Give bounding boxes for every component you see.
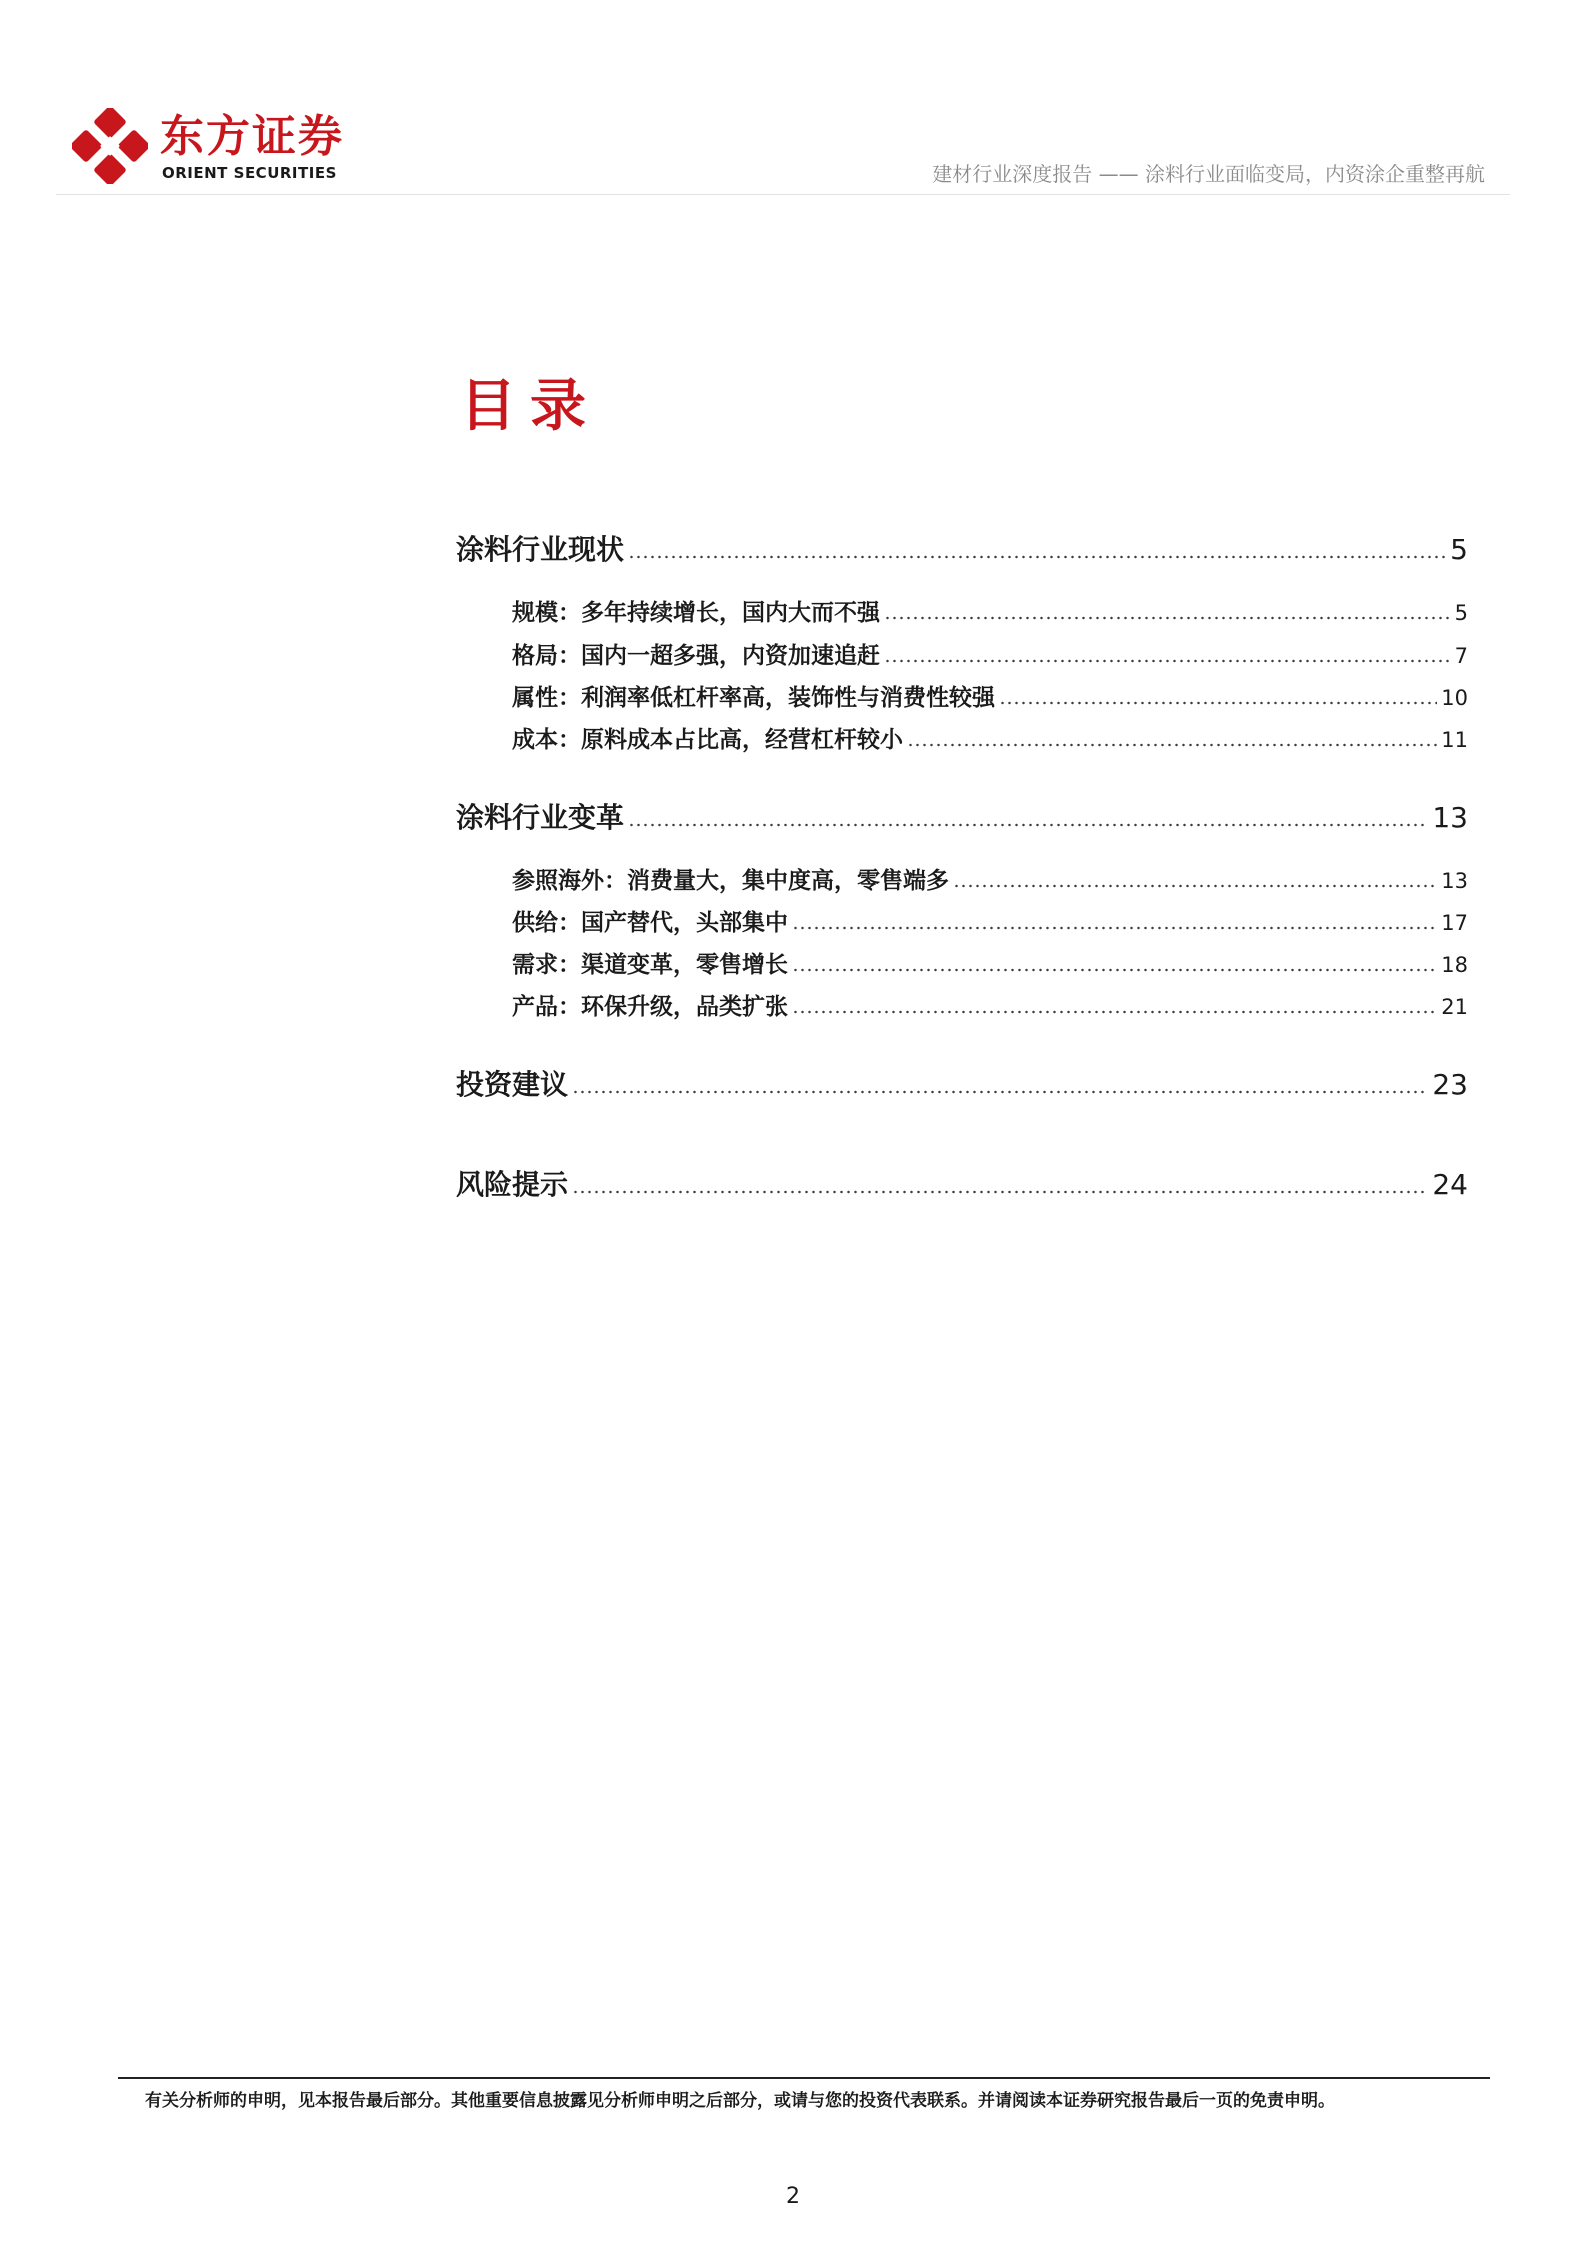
toc-page-number: 13 xyxy=(1432,801,1468,834)
toc-item-label: 供给：国产替代，头部集中 xyxy=(512,910,788,936)
toc-leader-dots xyxy=(792,907,1437,930)
toc-section-4[interactable] xyxy=(456,1163,1468,1203)
toc-section-label: 涂料行业变革 xyxy=(456,801,625,834)
footer-disclaimer: 有关分析师的申明，见本报告最后部分。其他重要信息披露见分析师申明之后部分，或请与您的投资代表联系。并请阅读本证券研究报告最后一页的免责申明。 xyxy=(145,2091,1335,2111)
toc-item-label: 产品：环保升级，品类扩张 xyxy=(512,994,788,1020)
toc-leader-dots xyxy=(792,991,1437,1014)
toc-leader-dots xyxy=(572,1066,1428,1094)
toc-leader-dots xyxy=(628,799,1428,827)
toc-page-number: 17 xyxy=(1441,911,1468,935)
toc-item[interactable] xyxy=(456,988,1468,1022)
toc-item-label: 参照海外：消费量大，集中度高，零售端多 xyxy=(512,868,949,894)
toc-page-number: 5 xyxy=(1450,533,1468,566)
toc-page-number: 21 xyxy=(1441,995,1468,1019)
toc-section-label: 投资建议 xyxy=(456,1068,569,1101)
toc-item[interactable] xyxy=(456,594,1468,628)
toc-leader-dots xyxy=(572,1166,1428,1194)
toc-section-3[interactable] xyxy=(456,1063,1468,1103)
header-divider xyxy=(56,194,1510,195)
toc-leader-dots xyxy=(792,949,1437,972)
toc-section-2[interactable] xyxy=(456,796,1468,836)
toc-item-label: 成本：原料成本占比高，经营杠杆较小 xyxy=(512,727,903,753)
toc-item[interactable] xyxy=(456,946,1468,980)
footer-divider xyxy=(118,2077,1490,2079)
toc-page-number: 10 xyxy=(1441,686,1468,710)
toc-item-label: 需求：渠道变革，零售增长 xyxy=(512,952,788,978)
toc-page-number: 18 xyxy=(1441,953,1468,977)
toc-page-number: 23 xyxy=(1432,1068,1468,1101)
toc-item[interactable] xyxy=(456,904,1468,938)
page-number: 2 xyxy=(786,2184,800,2209)
toc-title: 目录 xyxy=(460,374,600,439)
brand-name-en: ORIENT SECURITIES xyxy=(162,164,337,182)
toc-item[interactable] xyxy=(456,721,1468,755)
toc-item-label: 格局：国内一超多强，内资加速追赶 xyxy=(512,643,880,669)
toc-item-label: 规模：多年持续增长，国内大而不强 xyxy=(512,600,880,626)
orient-securities-logo-icon xyxy=(72,108,148,184)
toc-item[interactable] xyxy=(456,862,1468,896)
toc-item[interactable] xyxy=(456,637,1468,671)
toc-page-number: 11 xyxy=(1441,728,1468,752)
toc-leader-dots xyxy=(884,640,1451,663)
brand-name-cn: 东方证券 xyxy=(160,111,344,162)
toc-leader-dots xyxy=(999,682,1437,705)
toc-item-label: 属性：利润率低杠杆率高，装饰性与消费性较强 xyxy=(512,685,995,711)
report-header-title: 建材行业深度报告 —— 涂料行业面临变局，内资涂企重整再航 xyxy=(932,162,1485,186)
toc-item[interactable] xyxy=(456,679,1468,713)
toc-section-1[interactable] xyxy=(456,528,1468,568)
toc-leader-dots xyxy=(628,531,1446,559)
toc-leader-dots xyxy=(884,597,1451,620)
toc-page-number: 7 xyxy=(1454,644,1468,668)
toc-page-number: 13 xyxy=(1441,869,1468,893)
toc-leader-dots xyxy=(953,865,1437,888)
toc-leader-dots xyxy=(907,724,1437,747)
brand-logo xyxy=(72,108,362,188)
toc-section-label: 风险提示 xyxy=(456,1168,569,1201)
toc-section-label: 涂料行业现状 xyxy=(456,533,625,566)
toc-page-number: 24 xyxy=(1432,1168,1468,1201)
toc-page-number: 5 xyxy=(1454,601,1468,625)
